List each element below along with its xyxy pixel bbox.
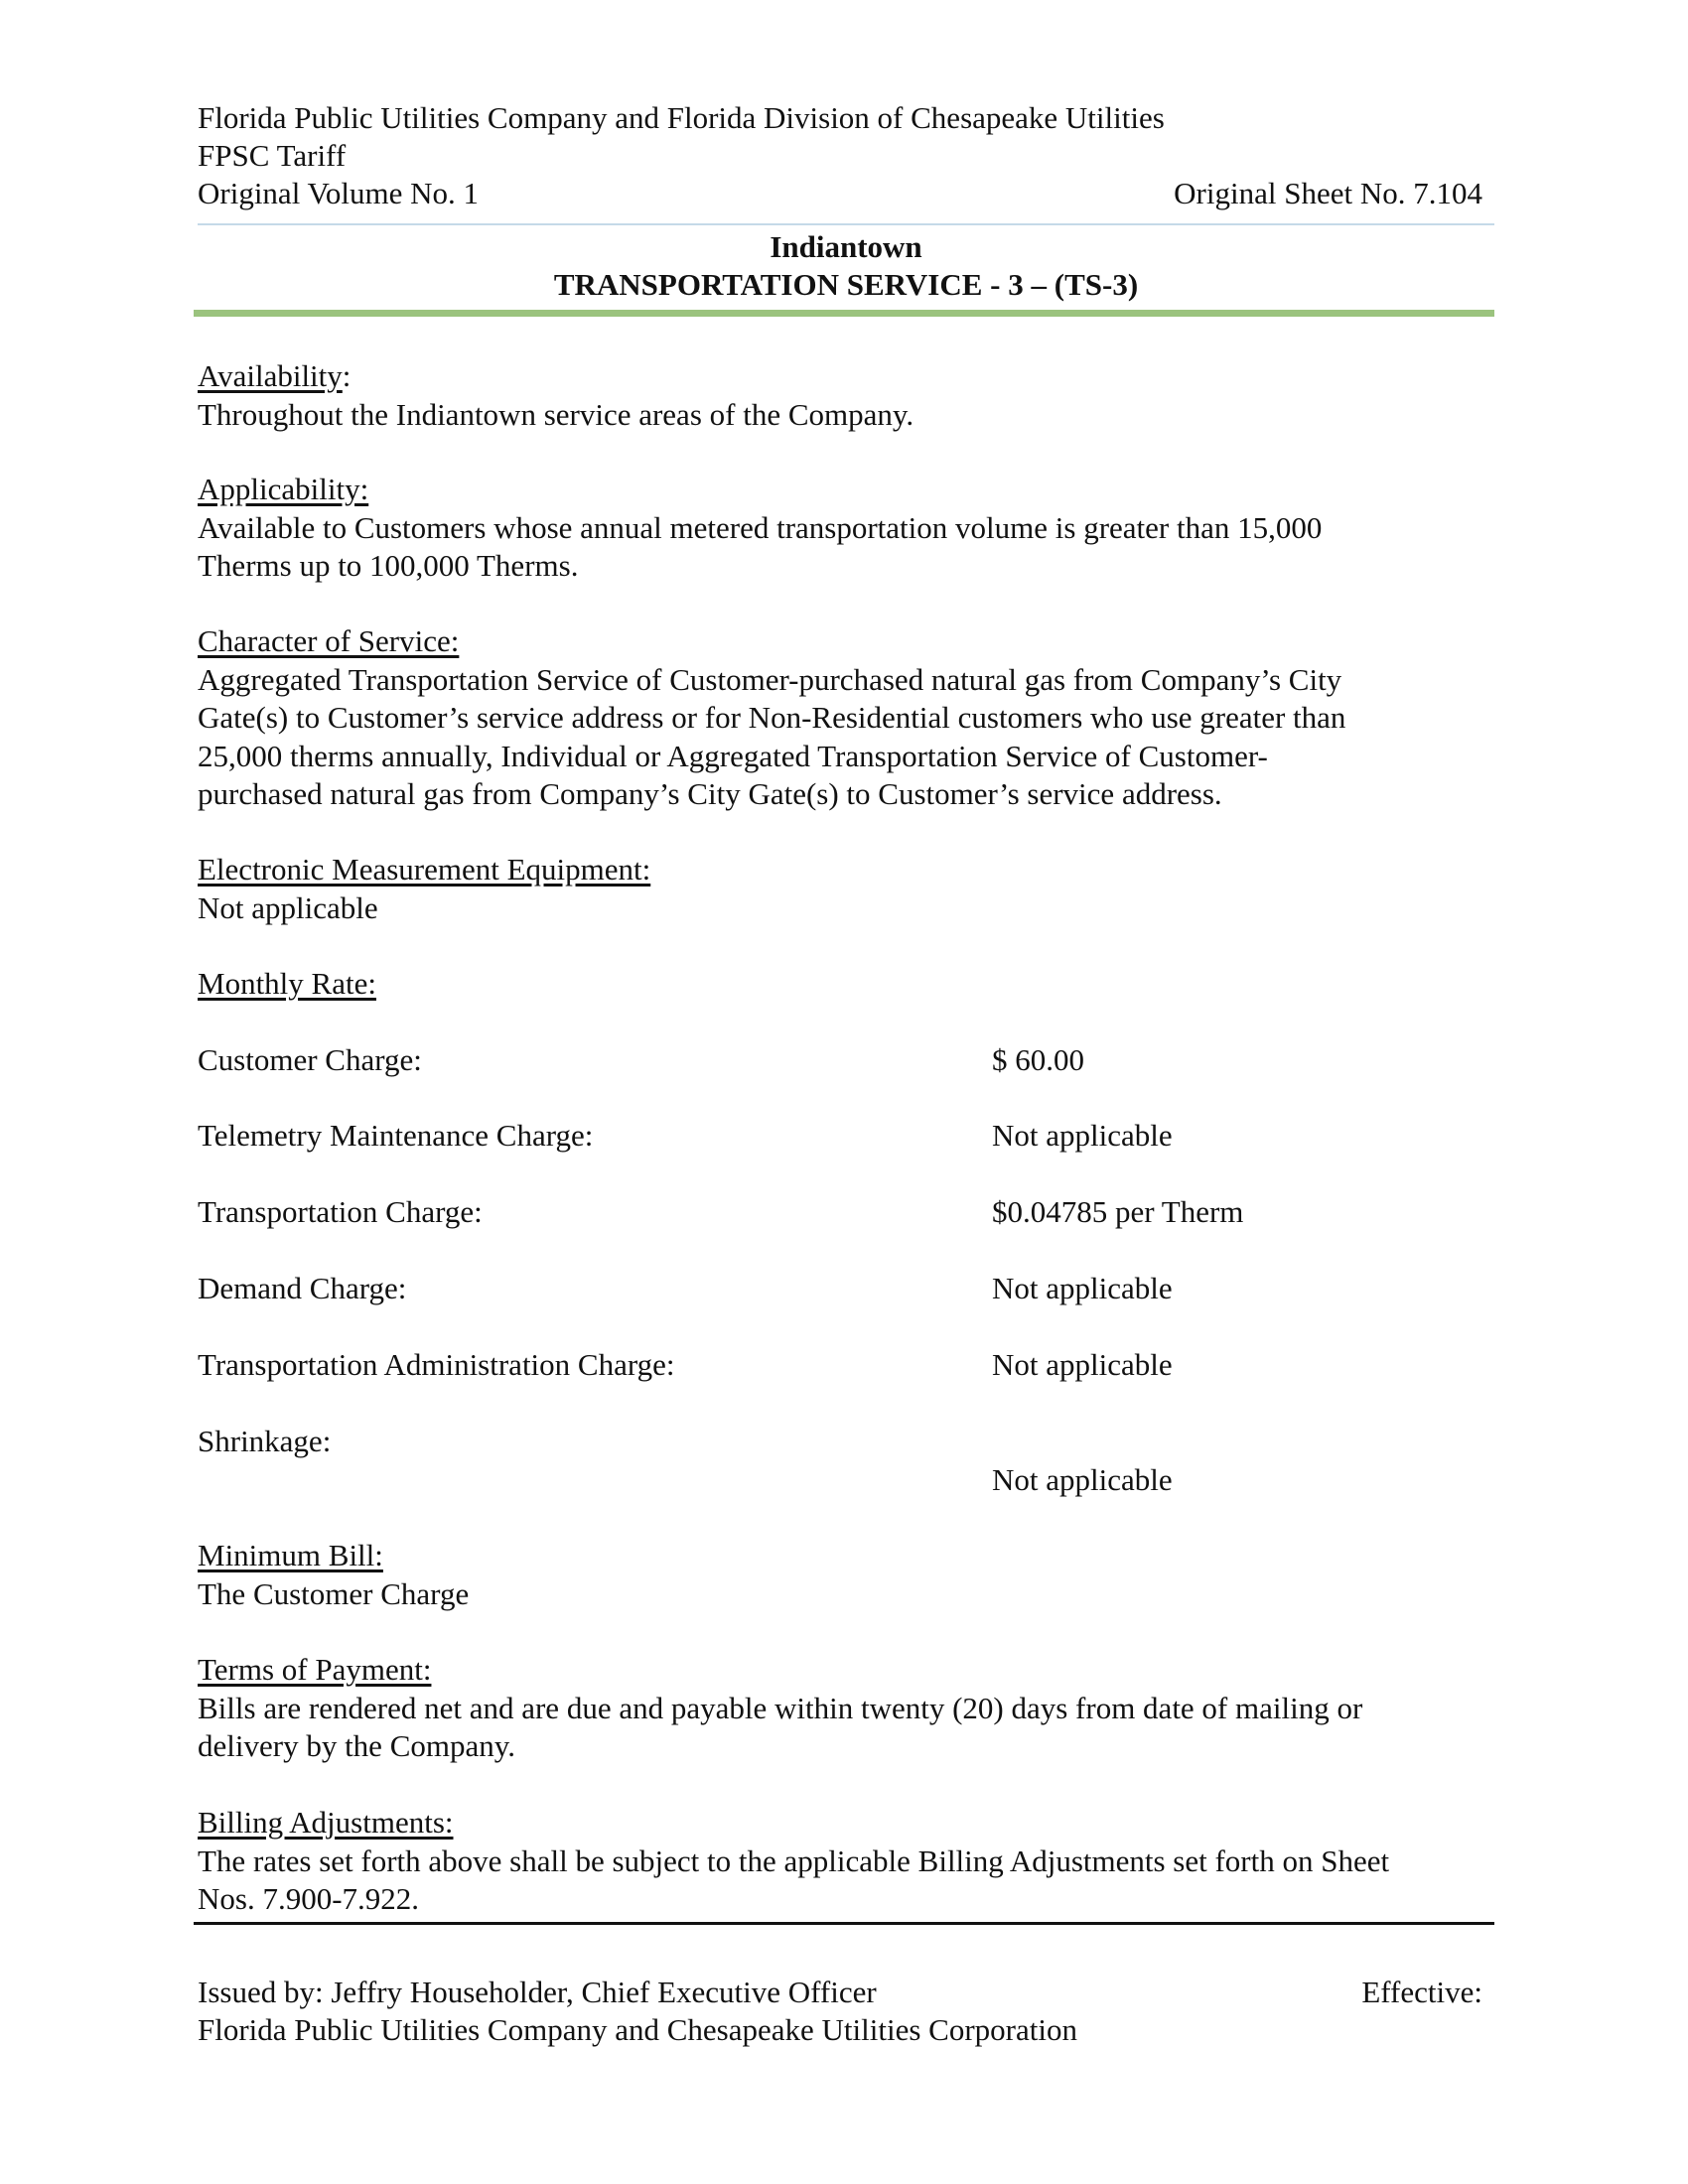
rate-value-customer-charge: $ 60.00 bbox=[992, 1042, 1084, 1077]
terms-of-payment-section bbox=[198, 1651, 1488, 1766]
rate-label-telemetry-maintenance: Telemetry Maintenance Charge: bbox=[198, 1118, 594, 1153]
rate-value-transportation-administration: Not applicable bbox=[992, 1347, 1173, 1382]
character-of-service-line-4: purchased natural gas from Company’s City Gate(s) to Customer’s service address. bbox=[198, 776, 1222, 811]
title-location: Indiantown bbox=[770, 229, 922, 264]
rate-value-transportation-charge: $0.04785 per Therm bbox=[992, 1194, 1244, 1229]
header-company: Florida Public Utilities Company and Florida Division of Chesapeake Utilities bbox=[198, 100, 1165, 135]
character-of-service-section bbox=[198, 622, 1488, 814]
rate-label-transportation-charge: Transportation Charge: bbox=[198, 1194, 483, 1229]
availability-heading-colon: : bbox=[342, 358, 352, 393]
electronic-measurement-text: Not applicable bbox=[198, 889, 378, 925]
terms-of-payment-line-1: Bills are rendered net and are due and payable within twenty (20) days from date of mailing or bbox=[198, 1690, 1363, 1725]
title-service: TRANSPORTATION SERVICE - 3 – (TS-3) bbox=[553, 267, 1139, 302]
character-of-service-line-1: Aggregated Transportation Service of Customer-purchased natural gas from Company’s City bbox=[198, 661, 1342, 697]
rate-label-demand-charge: Demand Charge: bbox=[198, 1271, 407, 1305]
footer-issued-by: Issued by: Jeffry Householder, Chief Executive Officer bbox=[198, 1975, 877, 2009]
rate-label-shrinkage: Shrinkage: bbox=[198, 1424, 332, 1458]
footer-divider bbox=[194, 1922, 1494, 1925]
character-of-service-line-3: 25,000 therms annually, Individual or Aggregated Transportation Service of Customer- bbox=[198, 738, 1268, 773]
availability-text: Throughout the Indiantown service areas of the Company. bbox=[198, 396, 914, 432]
billing-adjustments-line-2: Nos. 7.900-7.922. bbox=[198, 1881, 420, 1916]
rate-label-transportation-administration: Transportation Administration Charge: bbox=[198, 1347, 675, 1382]
billing-adjustments-line-1: The rates set forth above shall be subject to the applicable Billing Adjustments set forth on Sheet bbox=[198, 1843, 1390, 1878]
terms-of-payment-line-2: delivery by the Company. bbox=[198, 1728, 515, 1763]
availability-section bbox=[198, 357, 1488, 434]
character-of-service-heading: Character of Service: bbox=[198, 623, 460, 658]
rate-value-demand-charge: Not applicable bbox=[992, 1271, 1173, 1305]
header-tariff: FPSC Tariff bbox=[198, 138, 347, 173]
footer-effective: Effective: bbox=[1361, 1975, 1482, 2009]
header-divider bbox=[198, 223, 1494, 225]
rate-value-telemetry-maintenance: Not applicable bbox=[992, 1118, 1173, 1153]
applicability-line-1: Available to Customers whose annual metered transportation volume is greater than 15,000 bbox=[198, 509, 1323, 545]
header-volume: Original Volume No. 1 bbox=[198, 176, 480, 210]
monthly-rate-section bbox=[198, 965, 1488, 1004]
electronic-measurement-heading: Electronic Measurement Equipment: bbox=[198, 852, 651, 887]
footer-company: Florida Public Utilities Company and Chesapeake Utilities Corporation bbox=[198, 2012, 1077, 2047]
applicability-line-2: Therms up to 100,000 Therms. bbox=[198, 548, 579, 583]
billing-adjustments-section bbox=[198, 1804, 1488, 1919]
rate-label-customer-charge: Customer Charge: bbox=[198, 1042, 422, 1077]
minimum-bill-section bbox=[198, 1537, 1488, 1613]
applicability-heading: Applicability: bbox=[198, 472, 369, 506]
title-divider bbox=[194, 310, 1494, 317]
header-sheet-number: Original Sheet No. 7.104 bbox=[1174, 176, 1482, 210]
character-of-service-line-2: Gate(s) to Customer’s service address or for Non-Residential customers who use greater than bbox=[198, 700, 1346, 735]
minimum-bill-text: The Customer Charge bbox=[198, 1575, 470, 1611]
rate-value-shrinkage: Not applicable bbox=[992, 1462, 1173, 1497]
availability-heading: Availability bbox=[198, 358, 343, 393]
terms-of-payment-heading: Terms of Payment: bbox=[198, 1652, 432, 1687]
electronic-measurement-section bbox=[198, 851, 1488, 927]
monthly-rate-heading: Monthly Rate: bbox=[198, 966, 376, 1001]
minimum-bill-heading: Minimum Bill: bbox=[198, 1538, 383, 1572]
applicability-section bbox=[198, 471, 1488, 586]
billing-adjustments-heading: Billing Adjustments: bbox=[198, 1805, 454, 1840]
